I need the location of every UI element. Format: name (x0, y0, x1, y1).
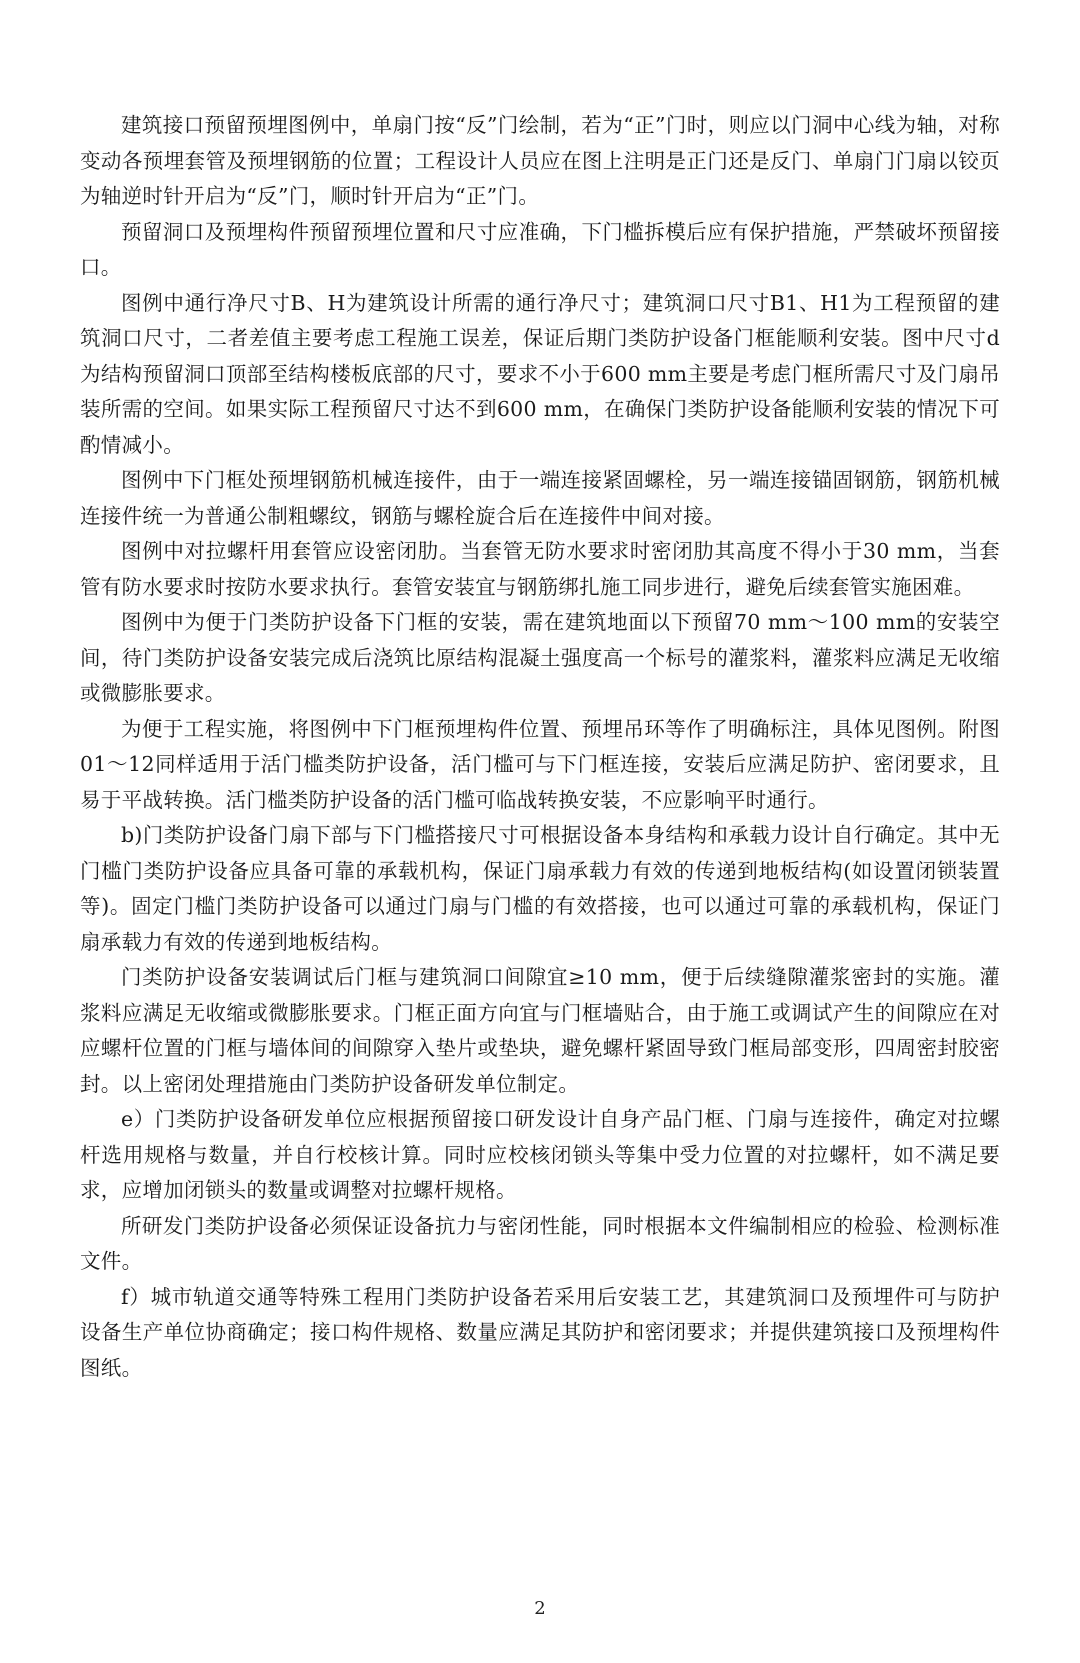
paragraph: e）门类防护设备研发单位应根据预留接口研发设计自身产品门框、门扇与连接件，确定对拉螺杆选用规格与数量，并自行校核计算。同时应校核闭锁头等集中受力位置的对拉螺杆，如不满足要求，应增加闭锁头的数量或调整对拉螺杆规格。 (80, 1107, 1000, 1202)
document-body (80, 108, 1000, 1386)
paragraph: 图例中通行净尺寸B、H为建筑设计所需的通行净尺寸；建筑洞口尺寸B1、H1为工程预留的建筑洞口尺寸，二者差值主要考虑工程施工误差，保证后期门类防护设备门框能顺利安装。图中尺寸d为结构预留洞口顶部至结构楼板底部的尺寸，要求不小于600 mm主要是考虑门框所需尺寸及门扇吊装所需的空间。如果实际工程预留尺寸达不到600 mm，在确保门类防护设备能顺利安装的情况下可酌情减小。 (80, 290, 1000, 457)
paragraph: 图例中对拉螺杆用套管应设密闭肋。当套管无防水要求时密闭肋其高度不得小于30 mm，当套管有防水要求时按防水要求执行。套管安装宜与钢筋绑扎施工同步进行，避免后续套管实施困难。 (80, 539, 1000, 599)
paragraph: 为便于工程实施，将图例中下门框预埋构件位置、预埋吊环等作了明确标注，具体见图例。附图01～12同样适用于活门槛类防护设备，活门槛可与下门框连接，安装后应满足防护、密闭要求，且易于平战转换。活门槛类防护设备的活门槛可临战转换安装，不应影响平时通行。 (80, 716, 1000, 812)
paragraph: 预留洞口及预埋构件预留预埋位置和尺寸应准确，下门槛拆模后应有保护措施，严禁破坏预留接口。 (80, 219, 1000, 279)
paragraph: 建筑接口预留预埋图例中，单扇门按“反”门绘制，若为“正”门时，则应以门洞中心线为轴，对称变动各预埋套管及预埋钢筋的位置；工程设计人员应在图上注明是正门还是反门、单扇门门扇以铰页为轴逆时针开启为“反”门，顺时针开启为“正”门。 (80, 113, 1000, 208)
paragraph: 所研发门类防护设备必须保证设备抗力与密闭性能，同时根据本文件编制相应的检验、检测标准文件。 (80, 1213, 1000, 1273)
page-number: 2 (534, 1598, 546, 1619)
paragraph: 图例中为便于门类防护设备下门框的安装，需在建筑地面以下预留70 mm～100 mm的安装空间，待门类防护设备安装完成后浇筑比原结构混凝土强度高一个标号的灌浆料，灌浆料应满足无收缩或微膨胀要求。 (80, 610, 1000, 705)
paragraph: b)门类防护设备门扇下部与下门槛搭接尺寸可根据设备本身结构和承载力设计自行确定。其中无门槛门类防护设备应具备可靠的承载机构，保证门扇承载力有效的传递到地板结构(如设置闭锁装置等)。固定门槛门类防护设备可以通过门扇与门槛的有效搭接，也可以通过可靠的承载机构，保证门扇承载力有效的传递到地板结构。 (80, 823, 1000, 954)
paragraph: f）城市轨道交通等特殊工程用门类防护设备若采用后安装工艺，其建筑洞口及预埋件可与防护设备生产单位协商确定；接口构件规格、数量应满足其防护和密闭要求；并提供建筑接口及预埋构件图纸。 (80, 1284, 1000, 1380)
paragraph: 图例中下门框处预埋钢筋机械连接件，由于一端连接紧固螺栓，另一端连接锚固钢筋，钢筋机械连接件统一为普通公制粗螺纹，钢筋与螺栓旋合后在连接件中间对接。 (80, 468, 1000, 528)
paragraph: 门类防护设备安装调试后门框与建筑洞口间隙宜≥10 mm，便于后续缝隙灌浆密封的实施。灌浆料应满足无收缩或微膨胀要求。门框正面方向宜与门框墙贴合，由于施工或调试产生的间隙应在对应螺杆位置的门框与墙体间的间隙穿入垫片或垫块，避免螺杆紧固导致门框局部变形，四周密封胶密封。以上密闭处理措施由门类防护设备研发单位制定。 (80, 965, 1000, 1096)
